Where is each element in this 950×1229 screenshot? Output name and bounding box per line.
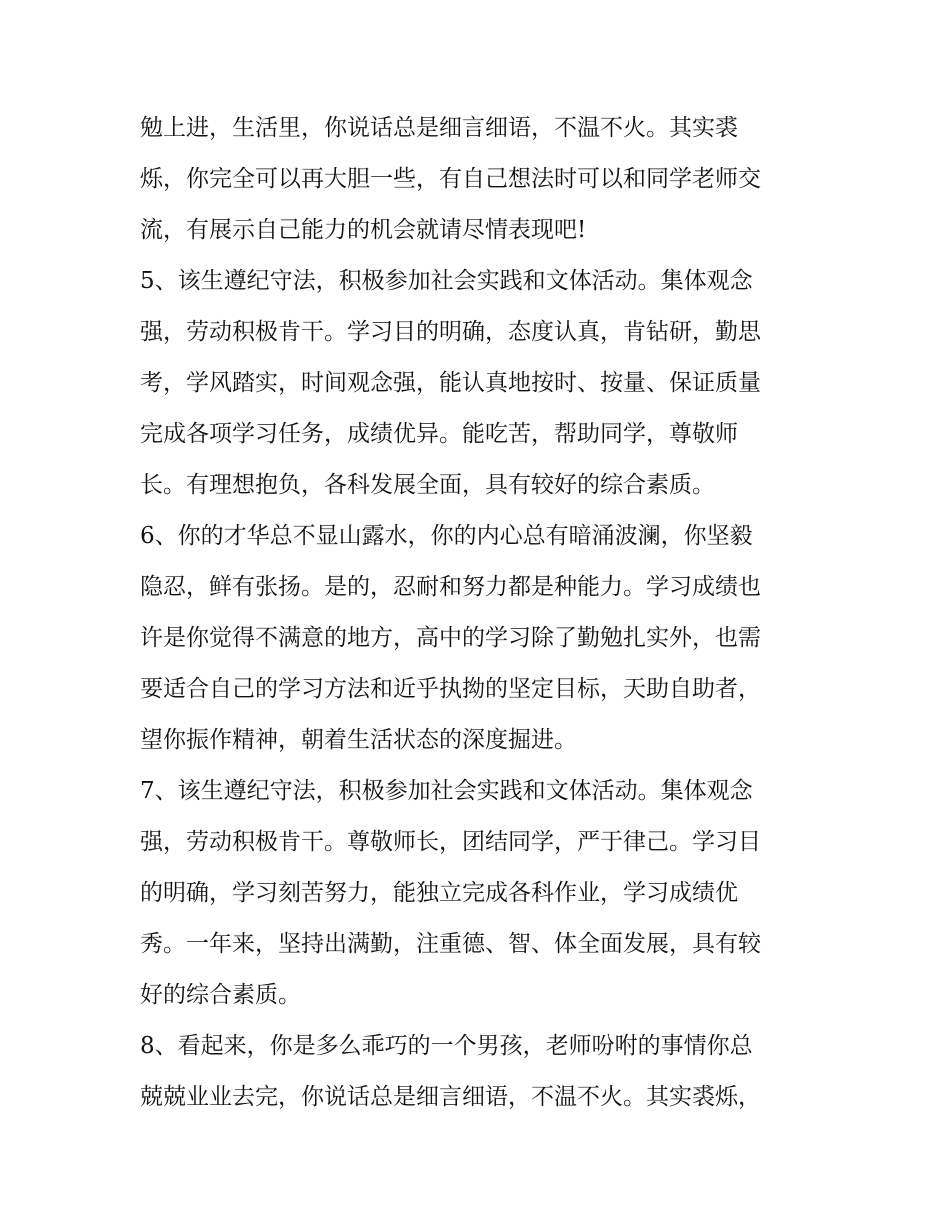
text-line: 好的综合素质。: [140, 982, 301, 1008]
text-line: 勉上进，生活里，你说话总是细言细语，不温不火。其实裘: [140, 115, 738, 141]
text-line: 隐忍，鲜有张扬。是的，忍耐和努力都是种能力。学习成绩也: [140, 574, 761, 600]
text-line: 考，学风踏实，时间观念强，能认真地按时、按量、保证质量: [140, 370, 761, 396]
text-line: 完成各项学习任务，成绩优异。能吃苦，帮助同学，尊敬师: [140, 421, 738, 447]
text-line: 烁，你完全可以再大胆一些，有自己想法时可以和同学老师交: [140, 166, 761, 192]
text-line: 许是你觉得不满意的地方，高中的学习除了勤勉扎实外，也需: [140, 625, 761, 651]
text-line: 长。有理想抱负，各科发展全面，具有较好的综合素质。: [140, 472, 715, 498]
text-line: 8、看起来，你是多么乖巧的一个男孩，老师吩咐的事情你总: [140, 1033, 753, 1059]
text-line: 兢兢业业去完，你说话总是细言细语，不温不火。其实裘烁，: [140, 1084, 761, 1110]
text-line: 强，劳动积极肯干。学习目的明确，态度认真，肯钻研，勤思: [140, 319, 761, 345]
text-line: 强，劳动积极肯干。尊敬师长，团结同学，严于律己。学习目: [140, 829, 761, 855]
text-line: 的明确，学习刻苦努力，能独立完成各科作业，学习成绩优: [140, 880, 738, 906]
text-line: 秀。一年来，坚持出满勤，注重德、智、体全面发展，具有较: [140, 931, 761, 957]
text-line: 7、该生遵纪守法，积极参加社会实践和文体活动。集体观念: [140, 778, 753, 804]
text-line: 望你振作精神，朝着生活状态的深度掘进。: [140, 727, 577, 753]
document-body: [140, 103, 820, 1123]
text-line: 要适合自己的学习方法和近乎执拗的坚定目标，天助自助者，: [140, 676, 761, 702]
text-line: 6、你的才华总不显山露水，你的内心总有暗涌波澜，你坚毅: [140, 523, 753, 549]
text-line: 5、该生遵纪守法，积极参加社会实践和文体活动。集体观念: [140, 268, 753, 294]
text-line: 流，有展示自己能力的机会就请尽情表现吧!: [140, 217, 587, 243]
